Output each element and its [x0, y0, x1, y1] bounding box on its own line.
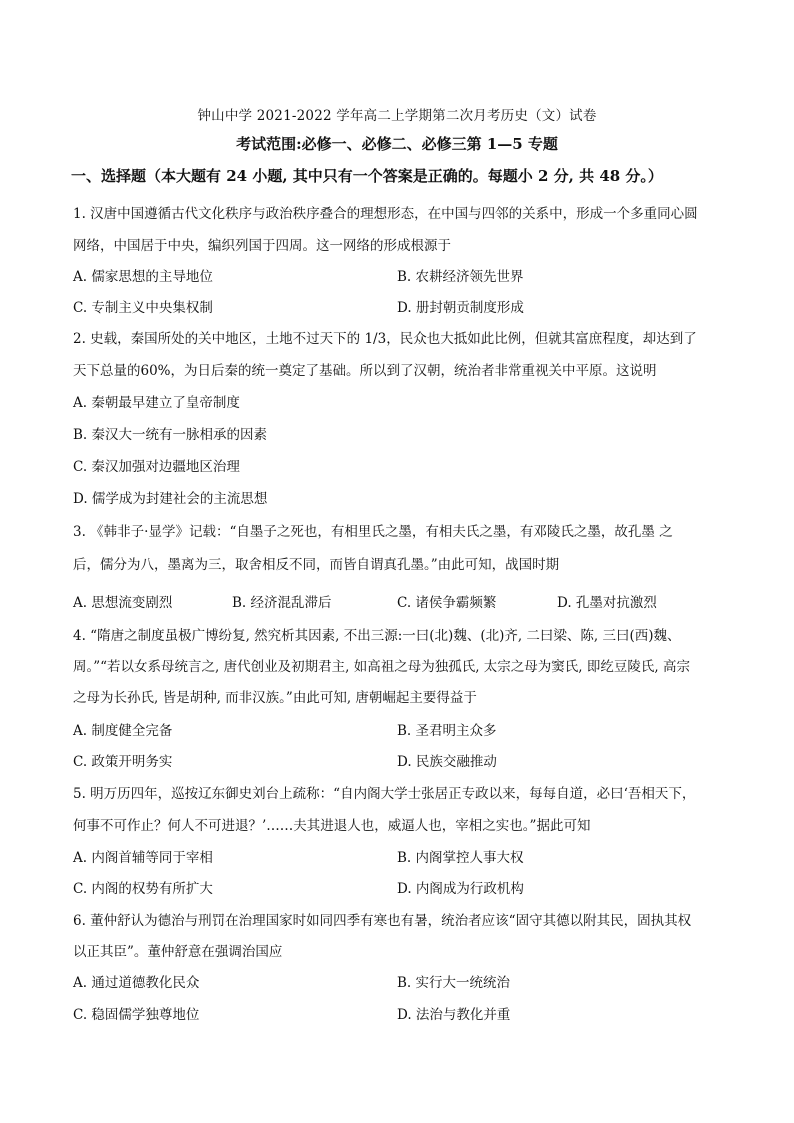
question-4-line-3: 之母为长孙氏, 皆是胡种, 而非汉族。”由此可知, 唐朝崛起主要得益于 — [73, 690, 477, 706]
question-1-line-2: 网络，中国居于中央，编织列国于四周。这一网络的形成根源于 — [73, 238, 451, 254]
question-2-line-1: 2. 史载，秦国所处的关中地区，土地不过天下的 1/3，民众也大抵如此比例，但就其富庶程度，却达到了 — [73, 331, 697, 347]
question-2-line-2: 天下总量的60%，为日后秦的统一奠定了基础。所以到了汉朝，统治者非常重视关中平原。这说明 — [73, 363, 657, 379]
question-5-line-2: 何事不可作止？何人不可进退？’……夫其进退人也，威逼人也，宰相之实也。”据此可知 — [73, 818, 591, 834]
question-4-option-d: D. 民族交融推动 — [397, 754, 497, 770]
question-2-option-b: B. 秦汉大一统有一脉相承的因素 — [73, 427, 268, 443]
question-1-option-d: D. 册封朝贡制度形成 — [397, 300, 524, 316]
question-3-line-1: 3. 《韩非子·显学》记载：“自墨子之死也，有相里氏之墨，有相夫氏之墨，有邓陵氏之墨，故孔墨 之 — [73, 524, 673, 540]
question-6-line-1: 6. 董仲舒认为德治与刑罚在治理国家时如同四季有寒也有暑，统治者应该“固守其德以附其民，固执其权 — [73, 913, 692, 929]
question-5-line-1: 5. 明万历四年，巡按辽东御史刘台上疏称：“自内阁大学士张居正专政以来，每每自道，必曰‘吾相天下， — [73, 786, 696, 802]
question-6-option-c: C. 稳固儒学独尊地位 — [73, 1007, 200, 1023]
question-2-option-d: D. 儒学成为封建社会的主流思想 — [73, 491, 268, 507]
question-3-option-c: C. 诸侯争霸频繁 — [397, 595, 497, 611]
question-4-option-b: B. 圣君明主众多 — [397, 723, 497, 739]
question-1-line-1: 1. 汉唐中国遵循古代文化秩序与政治秩序叠合的理想形态，在中国与四邻的关系中，形成一个多重同心圆 — [73, 206, 698, 222]
question-3-line-2: 后，儒分为八，墨离为三，取舍相反不同，而皆自谓真孔墨。”由此可知，战国时期 — [73, 557, 560, 573]
question-4-option-a: A. 制度健全完备 — [73, 723, 173, 739]
question-6-option-b: B. 实行大一统统治 — [397, 975, 511, 991]
question-2-option-c: C. 秦汉加强对边疆地区治理 — [73, 459, 240, 475]
question-6-option-d: D. 法治与教化并重 — [397, 1007, 511, 1023]
question-5-option-a: A. 内阁首辅等同于宰相 — [73, 850, 213, 866]
question-1-option-b: B. 农耕经济领先世界 — [397, 269, 524, 285]
question-4-option-c: C. 政策开明务实 — [73, 754, 173, 770]
question-1-option-a: A. 儒家思想的主导地位 — [73, 269, 213, 285]
question-5-option-b: B. 内阁掌控人事大权 — [397, 850, 524, 866]
question-4-line-2: 周。”“若以女系母统言之, 唐代创业及初期君主, 如高祖之母为独孤氏, 太宗之母为窦氏, 即纥豆陵氏, 高宗 — [73, 659, 690, 675]
question-3-option-d: D. 孔墨对抗激烈 — [557, 595, 657, 611]
section-heading: 一、选择题（本大题有 24 小题, 其中只有一个答案是正确的。每题小 2 分, 共 48 分。） — [71, 167, 663, 185]
question-6-option-a: A. 通过道德教化民众 — [73, 975, 200, 991]
exam-title: 钟山中学 2021-2022 学年高二上学期第二次月考历史（文）试卷 — [197, 108, 597, 124]
exam-scope: 考试范围:必修一、必修二、必修三第 1—5 专题 — [236, 135, 558, 153]
question-5-option-c: C. 内阁的权势有所扩大 — [73, 881, 213, 897]
question-3-option-a: A. 思想流变剧烈 — [73, 595, 173, 611]
question-2-option-a: A. 秦朝最早建立了皇帝制度 — [73, 395, 240, 411]
question-5-option-d: D. 内阁成为行政机构 — [397, 881, 524, 897]
question-6-line-2: 以正其臣”。董仲舒意在强调治国应 — [73, 944, 283, 960]
question-3-option-b: B. 经济混乱滞后 — [232, 595, 332, 611]
question-4-line-1: 4. “隋唐之制度虽极广博纷复, 然究析其因素, 不出三源:一曰(北)魏、(北)齐, 二曰梁、陈, 三曰(西)魏、 — [73, 628, 681, 644]
question-1-option-c: C. 专制主义中央集权制 — [73, 300, 213, 316]
